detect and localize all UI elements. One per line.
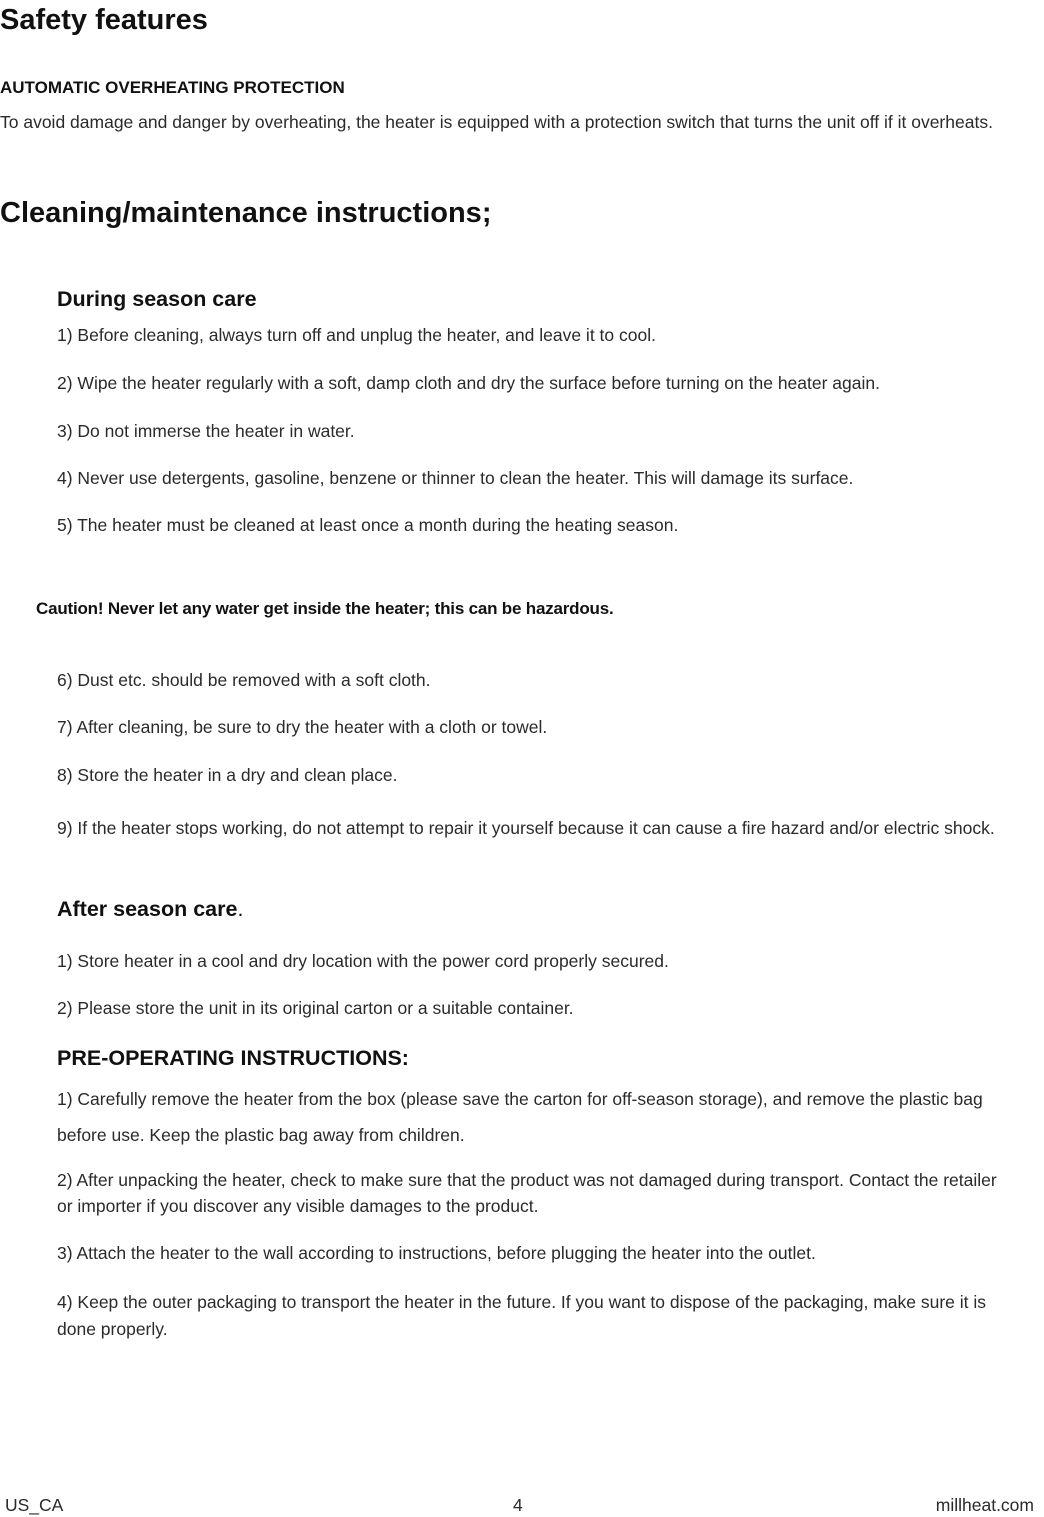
preop-heading: PRE-OPERATING INSTRUCTIONS: (57, 1046, 409, 1070)
list-item: 5) The heater must be cleaned at least once a month during the heating season. (57, 515, 679, 535)
list-item: 9) If the heater stops working, do not attempt to repair it yourself because it can cause a fire hazard and/or electric shock. (57, 818, 995, 838)
list-item: 8) Store the heater in a dry and clean place. (57, 765, 398, 785)
overheating-subtitle: AUTOMATIC OVERHEATING PROTECTION (0, 78, 345, 97)
during-season-heading: During season care (57, 287, 257, 311)
after-season-heading (57, 895, 243, 923)
footer-region: US_CA (5, 1495, 64, 1515)
footer-website: millheat.com (935, 1495, 1034, 1515)
after-season-heading-dot: . (237, 897, 244, 921)
list-item: 4) Keep the outer packaging to transport the heater in the future. If you want to dispose of the packaging, make sure it is done properly. (57, 1292, 987, 1339)
list-item: 1) Before cleaning, always turn off and unplug the heater, and leave it to cool. (57, 325, 656, 345)
list-item: 7) After cleaning, be sure to dry the heater with a cloth or towel. (57, 717, 548, 737)
after-season-heading-text: After season care (57, 897, 238, 921)
list-item: 2) After unpacking the heater, check to make sure that the product was not damaged during transport. Contact the retailer or importer if you discover any visible damages to the product. (57, 1170, 997, 1216)
list-item: 3) Do not immerse the heater in water. (57, 421, 355, 441)
safety-title: Safety features (0, 4, 208, 36)
list-item: 4) Never use detergents, gasoline, benzene or thinner to clean the heater. This will damage its surface. (57, 468, 854, 488)
list-item: 1) Carefully remove the heater from the box (please save the carton for off-season storage), and remove the plastic bag before use. Keep the plastic bag away from children. (57, 1089, 983, 1145)
cleaning-title: Cleaning/maintenance instructions; (0, 197, 492, 229)
list-item: 1) Store heater in a cool and dry location with the power cord properly secured. (57, 951, 669, 971)
list-item: 6) Dust etc. should be removed with a soft cloth. (57, 670, 431, 690)
caution-note: Caution! Never let any water get inside the heater; this can be hazardous. (36, 599, 614, 618)
list-item: 2) Please store the unit in its original carton or a suitable container. (57, 998, 574, 1018)
page-number: 4 (513, 1495, 523, 1515)
list-item: 3) Attach the heater to the wall according to instructions, before plugging the heater into the outlet. (57, 1243, 816, 1263)
list-item: 2) Wipe the heater regularly with a soft, damp cloth and dry the surface before turning on the heater again. (57, 373, 880, 393)
overheating-text: To avoid damage and danger by overheating, the heater is equipped with a protection switch that turns the unit off if it overheats. (0, 112, 993, 132)
